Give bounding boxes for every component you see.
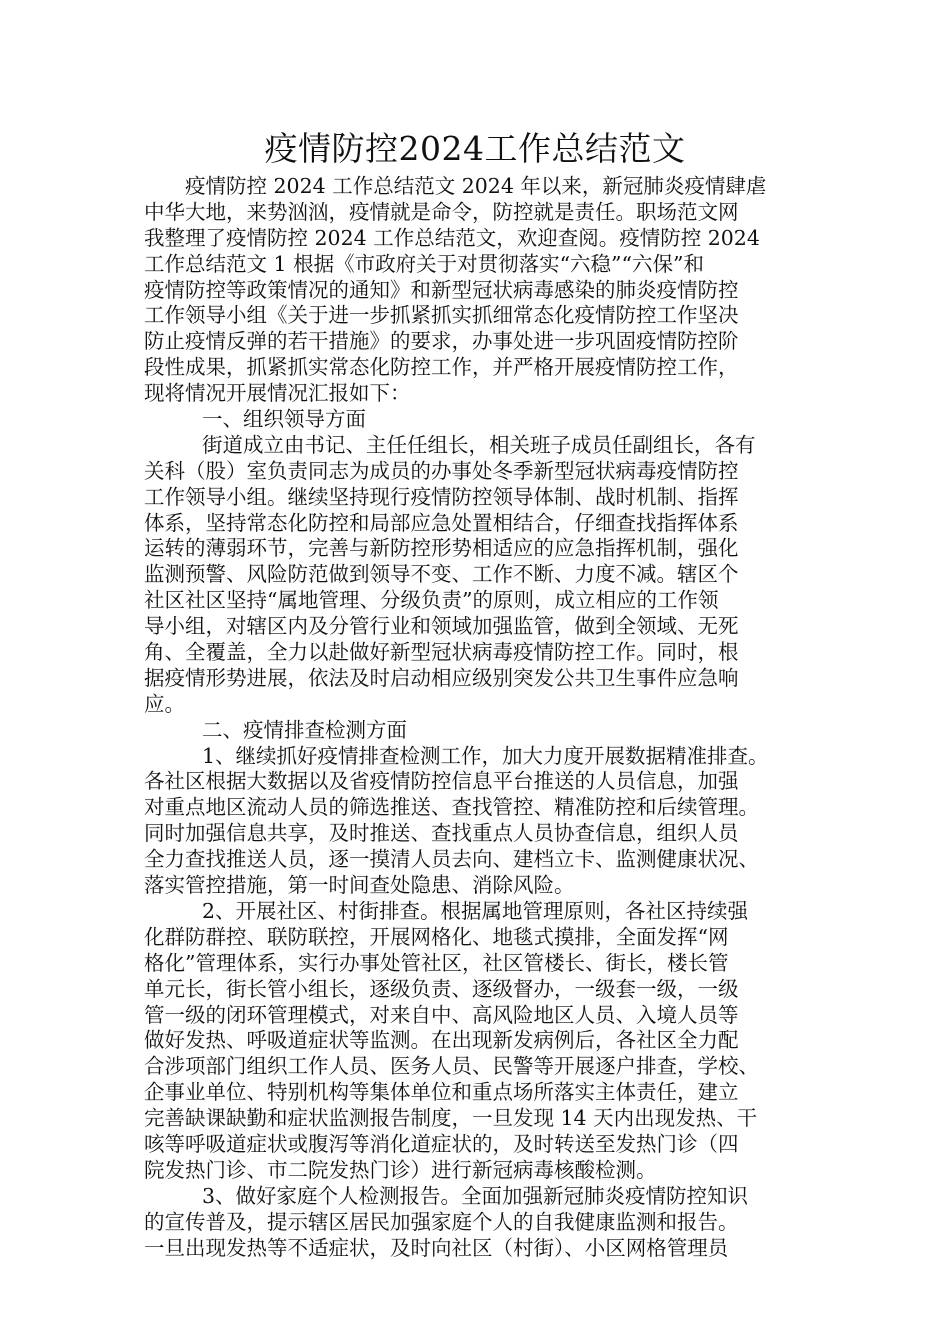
paragraph-line: 2、开展社区、村街排查。根据属地管理原则，各社区持续强	[202, 898, 749, 923]
paragraph-line: 格化”管理体系，实行办事处管社区，社区管楼长、街长，楼长管	[144, 950, 729, 975]
section-heading: 一、组织领导方面	[202, 407, 366, 432]
paragraph-line: 角、全覆盖，全力以赴做好新型冠状病毒疫情防控工作。同时，根	[144, 640, 739, 665]
paragraph-line: 化群防群控、联防联控，开展网格化、地毯式摸排，全面发挥“网	[144, 924, 729, 949]
paragraph-line: 企事业单位、特别机构等集体单位和重点场所落实主体责任，建立	[144, 1080, 739, 1105]
paragraph-line: 工作总结范文 1 根据《市政府关于对贯彻落实“六稳”“六保”和	[144, 251, 704, 276]
paragraph-line: 中华大地，来势汹汹，疫情就是命令，防控就是责任。职场范文网	[144, 199, 739, 224]
document-title: 疫情防控2024工作总结范文	[264, 129, 686, 168]
paragraph-line: 导小组，对辖区内及分管行业和领域加强监管，做到全领域、无死	[144, 614, 739, 639]
paragraph-line: 一旦出现发热等不适症状，及时向社区（村街）、小区网格管理员	[144, 1235, 729, 1260]
paragraph-line: 我整理了疫情防控 2024 工作总结范文，欢迎查阅。疫情防控 2024	[144, 225, 760, 250]
paragraph-line: 街道成立由书记、主任任组长，相关班子成员任副组长，各有	[202, 432, 756, 457]
paragraph-line: 体系，坚持常态化防控和局部应急处置相结合，仔细查找指挥体系	[144, 510, 739, 535]
paragraph-line: 运转的薄弱环节，完善与新防控形势相适应的应急指挥机制，强化	[144, 536, 739, 561]
paragraph-line: 管一级的闭环管理模式，对来自中、高风险地区人员、入境人员等	[144, 1002, 739, 1027]
paragraph-line: 工作领导小组。继续坚持现行疫情防控领导体制、战时机制、指挥	[144, 484, 739, 509]
paragraph-line: 的宣传普及，提示辖区居民加强家庭个人的自我健康监测和报告。	[144, 1209, 739, 1234]
paragraph-line: 做好发热、呼吸道症状等监测。在出现新发病例后，各社区全力配	[144, 1028, 739, 1053]
paragraph-line: 据疫情形势进展，依法及时启动相应级别突发公共卫生事件应急响	[144, 665, 739, 690]
paragraph-line: 全力查找推送人员，逐一摸清人员去向、建档立卡、监测健康状况、	[144, 847, 759, 872]
paragraph-line: 工作领导小组《关于进一步抓紧抓实抓细常态化疫情防控工作坚决	[144, 303, 739, 328]
paragraph-line: 疫情防控 2024 工作总结范文 2024 年以来，新冠肺炎疫情肆虐	[185, 174, 767, 198]
paragraph-line: 关科（股）室负责同志为成员的办事处冬季新型冠状病毒疫情防控	[144, 458, 739, 483]
paragraph-line: 应。	[144, 691, 185, 716]
paragraph-line: 现将情况开展情况汇报如下：	[144, 381, 411, 406]
paragraph-line: 单元长，街长管小组长，逐级负责、逐级督办，一级套一级，一级	[144, 976, 739, 1001]
section-heading: 二、疫情排查检测方面	[202, 717, 407, 742]
paragraph-line: 落实管控措施，第一时间查处隐患、消除风险。	[144, 873, 575, 898]
paragraph-line: 合涉项部门组织工作人员、医务人员、民警等开展逐户排查，学校、	[144, 1054, 759, 1079]
paragraph-line: 对重点地区流动人员的筛选推送、查找管控、精准防控和后续管理。	[144, 795, 759, 820]
paragraph-line: 社区社区坚持“属地管理、分级负责”的原则，成立相应的工作领	[144, 588, 719, 613]
paragraph-line: 防止疫情反弹的若干措施》的要求，办事处进一步巩固疫情防控阶	[144, 329, 739, 354]
paragraph-line: 各社区根据大数据以及省疫情防控信息平台推送的人员信息，加强	[144, 769, 739, 794]
paragraph-line: 咳等呼吸道症状或腹泻等消化道症状的，及时转送至发热门诊（四	[144, 1131, 739, 1156]
paragraph-line: 段性成果，抓紧抓实常态化防控工作，并严格开展疫情防控工作，	[144, 355, 739, 380]
paragraph-line: 院发热门诊、市二院发热门诊）进行新冠病毒核酸检测。	[144, 1157, 657, 1182]
paragraph-line: 完善缺课缺勤和症状监测报告制度，一旦发现 14 天内出现发热、干	[144, 1106, 758, 1131]
paragraph-line: 疫情防控等政策情况的通知》和新型冠状病毒感染的肺炎疫情防控	[144, 277, 739, 302]
document-body	[144, 174, 814, 1261]
paragraph-line: 1、继续抓好疫情排查检测工作，加大力度开展数据精准排查。	[202, 743, 769, 768]
paragraph-line: 监测预警、风险防范做到领导不变、工作不断、力度不减。辖区个	[144, 562, 739, 587]
paragraph-line: 同时加强信息共享，及时推送、查找重点人员协查信息，组织人员	[144, 821, 739, 846]
paragraph-line: 3、做好家庭个人检测报告。全面加强新冠肺炎疫情防控知识	[202, 1183, 749, 1208]
